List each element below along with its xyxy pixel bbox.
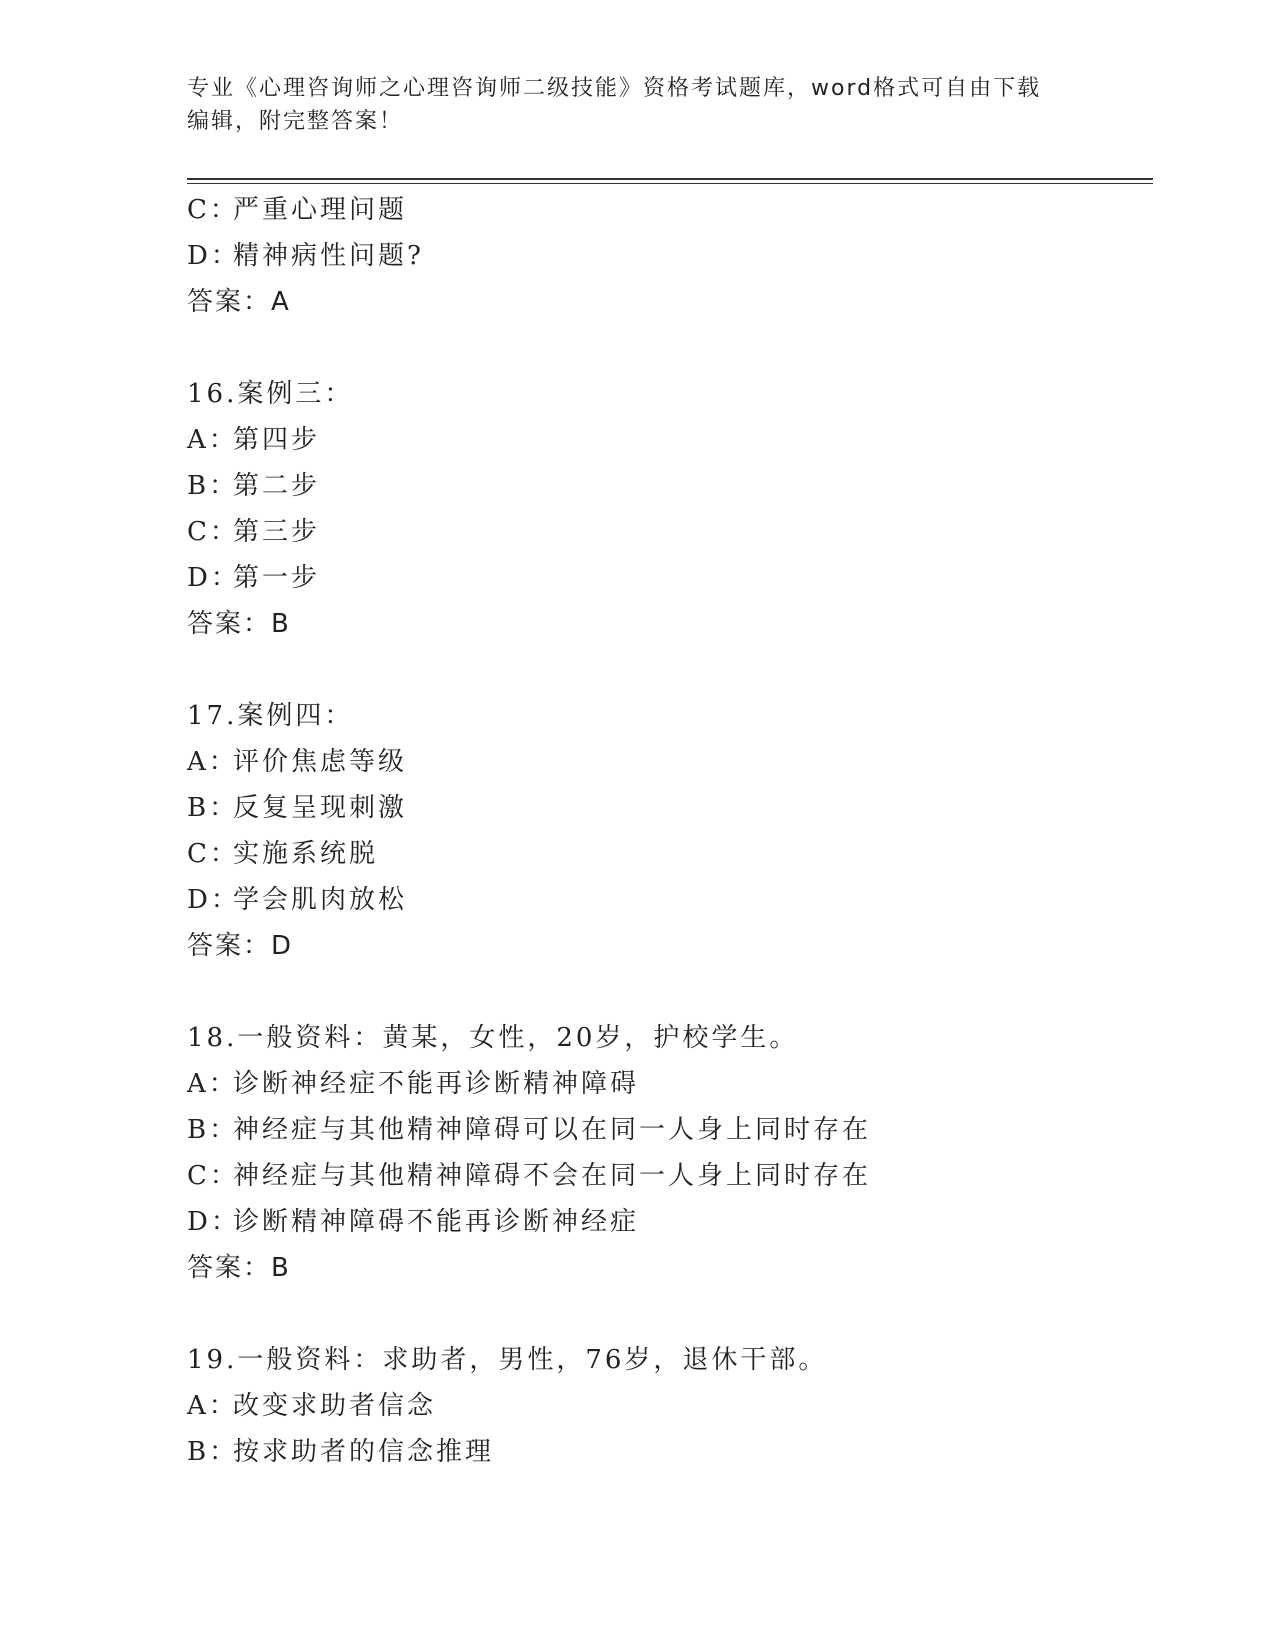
option-text: 评价焦虑等级 bbox=[233, 747, 408, 777]
question-title: 16.案例三： bbox=[187, 379, 354, 409]
option-d bbox=[187, 877, 1147, 923]
option-text: 诊断神经症不能再诊断精神障碍 bbox=[233, 1069, 640, 1099]
answer-line: 答案：B bbox=[187, 609, 291, 639]
option-d bbox=[187, 233, 1147, 279]
option-text: 第一步 bbox=[233, 563, 321, 593]
option-key: B： bbox=[187, 471, 239, 501]
option-text: 严重心理问题 bbox=[233, 195, 408, 225]
option-text: 神经症与其他精神障碍不会在同一人身上同时存在 bbox=[233, 1161, 872, 1191]
header-divider-thin bbox=[187, 183, 1153, 184]
option-text: 改变求助者信念 bbox=[233, 1391, 437, 1421]
option-key: C： bbox=[187, 195, 239, 225]
option-key: A： bbox=[187, 1069, 238, 1099]
option-key: A： bbox=[187, 425, 238, 455]
option-text: 诊断精神障碍不能再诊断神经症 bbox=[233, 1207, 640, 1237]
answer-line: 答案：B bbox=[187, 1253, 291, 1283]
option-b bbox=[187, 785, 1147, 831]
option-text: 第四步 bbox=[233, 425, 321, 455]
option-key: D： bbox=[187, 1207, 240, 1237]
option-text: 实施系统脱 bbox=[233, 839, 379, 869]
option-b bbox=[187, 463, 1147, 509]
answer-line: 答案：A bbox=[187, 287, 291, 317]
option-c bbox=[187, 831, 1147, 877]
question-15 bbox=[187, 187, 1147, 325]
option-key: B： bbox=[187, 1115, 239, 1145]
spacer bbox=[187, 325, 1147, 371]
question-17 bbox=[187, 693, 1147, 969]
option-key: A： bbox=[187, 747, 238, 777]
question-title: 19.一般资料：求助者，男性，76岁，退休干部。 bbox=[187, 1345, 828, 1375]
option-d bbox=[187, 555, 1147, 601]
option-key: A： bbox=[187, 1391, 238, 1421]
option-b bbox=[187, 1107, 1147, 1153]
question-title: 17.案例四： bbox=[187, 701, 354, 731]
option-a bbox=[187, 739, 1147, 785]
option-d bbox=[187, 1199, 1147, 1245]
option-key: C： bbox=[187, 1161, 239, 1191]
option-text: 第二步 bbox=[233, 471, 321, 501]
option-key: D： bbox=[187, 563, 240, 593]
header-line-1: 专业《心理咨询师之心理咨询师二级技能》资格考试题库，word格式可自由下载 bbox=[187, 76, 1042, 101]
option-a bbox=[187, 1061, 1147, 1107]
option-text: 按求助者的信念推理 bbox=[233, 1437, 495, 1467]
header-divider-thick bbox=[187, 178, 1153, 180]
option-text: 第三步 bbox=[233, 517, 321, 547]
option-key: B： bbox=[187, 793, 239, 823]
option-a bbox=[187, 1383, 1147, 1429]
option-key: C： bbox=[187, 517, 239, 547]
question-19 bbox=[187, 1337, 1147, 1475]
option-text: 精神病性问题? bbox=[233, 241, 424, 271]
option-c bbox=[187, 187, 1147, 233]
option-key: C： bbox=[187, 839, 239, 869]
header-line-2: 编辑，附完整答案！ bbox=[187, 109, 404, 134]
question-title: 18.一般资料：黄某，女性，20岁，护校学生。 bbox=[187, 1023, 799, 1053]
option-key: D： bbox=[187, 241, 240, 271]
spacer bbox=[187, 969, 1147, 1015]
option-text: 反复呈现刺激 bbox=[233, 793, 408, 823]
spacer bbox=[187, 647, 1147, 693]
option-text: 神经症与其他精神障碍可以在同一人身上同时存在 bbox=[233, 1115, 872, 1145]
option-b bbox=[187, 1429, 1147, 1475]
answer-line: 答案：D bbox=[187, 931, 294, 961]
option-c bbox=[187, 509, 1147, 555]
page-header bbox=[187, 72, 1087, 138]
option-key: B： bbox=[187, 1437, 239, 1467]
question-18 bbox=[187, 1015, 1147, 1291]
question-16 bbox=[187, 371, 1147, 647]
question-list bbox=[187, 187, 1147, 1475]
option-c bbox=[187, 1153, 1147, 1199]
spacer bbox=[187, 1291, 1147, 1337]
option-a bbox=[187, 417, 1147, 463]
option-text: 学会肌肉放松 bbox=[233, 885, 408, 915]
option-key: D： bbox=[187, 885, 240, 915]
